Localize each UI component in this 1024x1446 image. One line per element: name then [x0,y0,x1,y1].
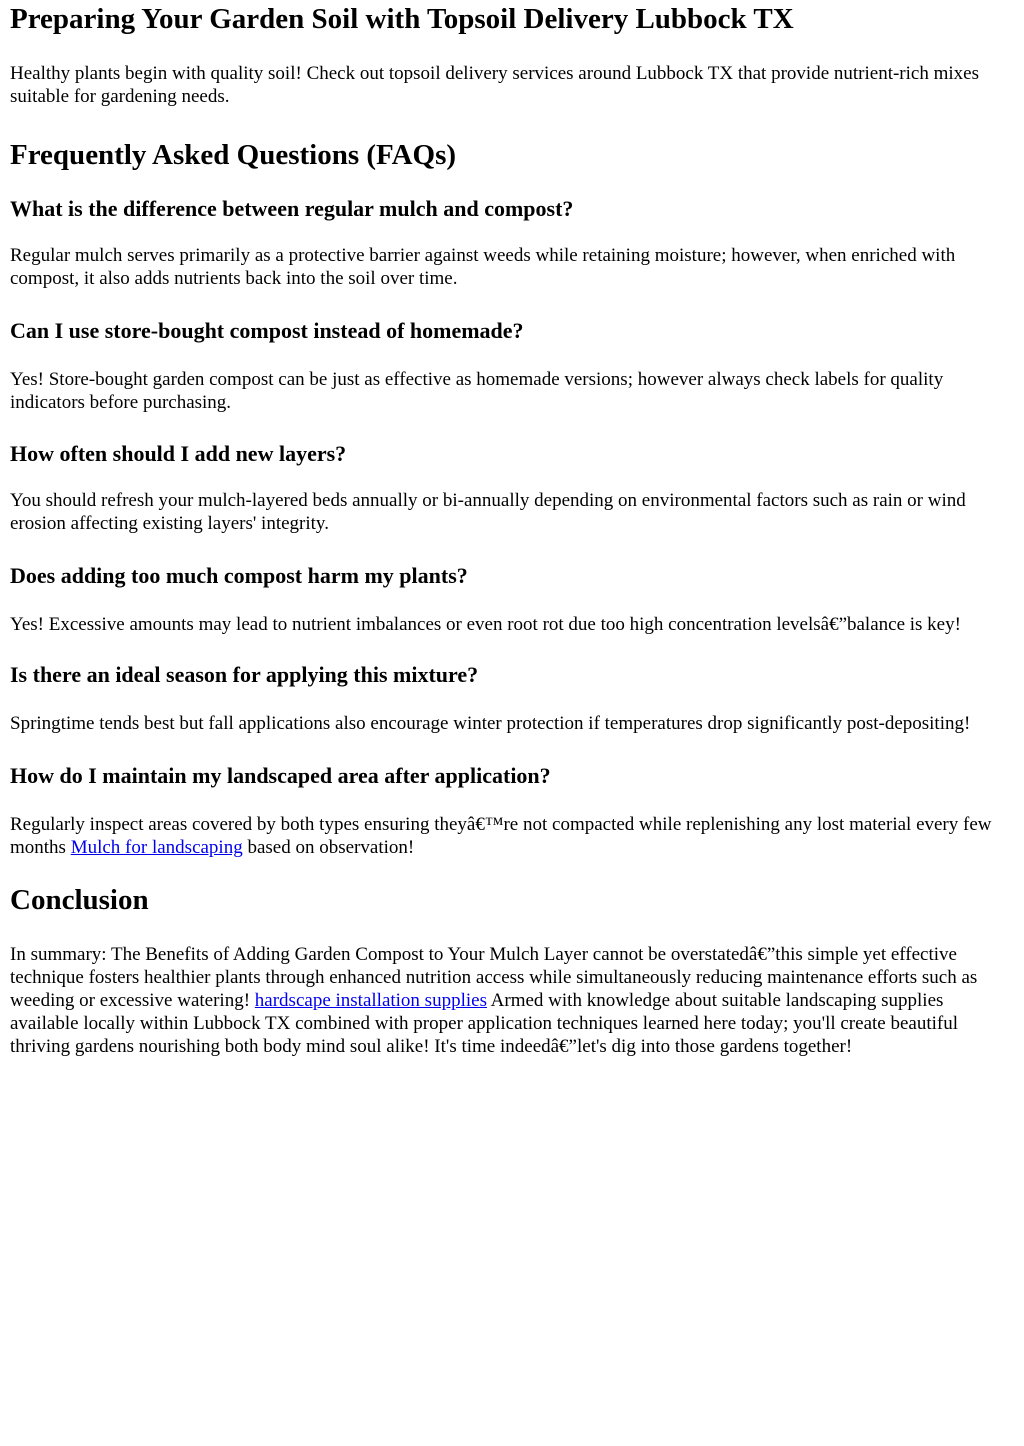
faq-answer-6-text-before: Regularly inspect areas covered by both types ensuring theyâ€™re not compacted while replenishing any lost material every few months [10,814,992,858]
faq-answer-3: You should refresh your mulch-layered beds annually or bi-annually depending on environmental factors such as rain or wind erosion affecting existing layers' integrity. [10,490,966,534]
section-paragraph-prep: Healthy plants begin with quality soil! Check out topsoil delivery services around Lubbock TX that provide nutrient-rich mixes suitable for gardening needs. [10,63,979,107]
faq-answer-1: Regular mulch serves primarily as a protective barrier against weeds while retaining moisture; however, when enriched with compost, it also adds nutrients back into the soil over time. [10,245,956,289]
faq-question-2: Can I use store-bought compost instead of homemade? [10,318,524,343]
faq-question-1: What is the difference between regular mulch and compost? [10,196,574,221]
faq-answer-4: Yes! Excessive amounts may lead to nutrient imbalances or even root rot due too high concentration levelsâ€”balance is key! [10,614,961,635]
section-heading-prep: Preparing Your Garden Soil with Topsoil Delivery Lubbock TX [10,3,794,35]
mulch-for-landscaping-link[interactable]: Mulch for landscaping [70,837,243,858]
hardscape-installation-supplies-link[interactable]: hardscape installation supplies [254,990,487,1011]
conclusion-text-after: Armed with knowledge about suitable landscaping supplies available locally within Lubbock TX combined with proper application techniques learned here today; you'll create beautiful thriving gardens nourishing both body mind soul alike! It's time indeedâ€”let's dig into those gardens together! [10,990,958,1057]
faq-question-4: Does adding too much compost harm my plants? [10,563,468,588]
section-paragraph-conclusion [10,943,1014,1058]
faq-answer-5: Springtime tends best but fall applications also encourage winter protection if temperatures drop significantly post-depositing! [10,713,971,734]
faq-answer-6 [10,813,1014,859]
section-heading-conclusion: Conclusion [10,884,149,916]
faq-question-6: How do I maintain my landscaped area after application? [10,763,551,788]
conclusion-text-before: In summary: The Benefits of Adding Garden Compost to Your Mulch Layer cannot be overstatedâ€”this simple yet effective technique fosters healthier plants through enhanced nutrition access while simultaneously reducing maintenance efforts such as weeding or excessive watering! [10,944,978,1011]
faq-question-5: Is there an ideal season for applying this mixture? [10,662,479,687]
faq-answer-2: Yes! Store-bought garden compost can be just as effective as homemade versions; however always check labels for quality indicators before purchasing. [10,369,944,413]
faq-answer-6-text-after: based on observation! [242,837,415,858]
faq-question-3: How often should I add new layers? [10,441,347,466]
section-heading-faq: Frequently Asked Questions (FAQs) [10,139,457,171]
